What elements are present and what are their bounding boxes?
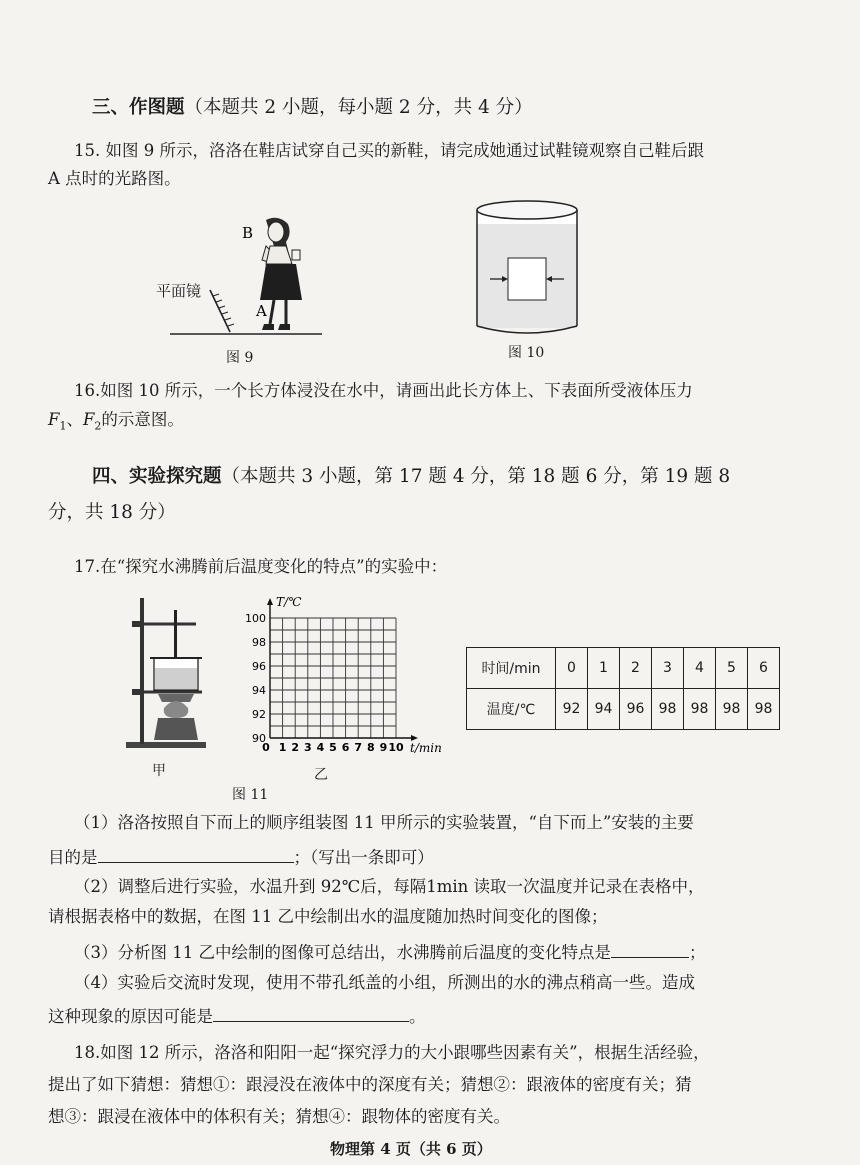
beaker-rim <box>477 201 577 219</box>
stand-rod <box>140 598 144 744</box>
time-cell: 6 <box>748 648 780 689</box>
beaker-water <box>155 668 197 689</box>
x-tick-label: 8 <box>366 741 375 754</box>
f1-symbol: F <box>48 410 60 429</box>
y-axis-arrow <box>267 598 273 605</box>
y-tick-label: 94 <box>252 684 266 697</box>
q17-part3-text: （3）分析图 11 乙中绘制的图像可总结出，水沸腾前后温度的变化特点是 <box>74 943 611 962</box>
q17-part4-prefix: 这种现象的原因可能是 <box>48 1007 213 1026</box>
q17-part2-line-2: 请根据表格中的数据，在图 11 乙中绘制出水的温度随加热时间变化的图像； <box>48 907 608 926</box>
figure-9-caption: 图 9 <box>226 350 254 366</box>
time-cell: 3 <box>652 648 684 689</box>
x-tick-label: 5 <box>329 741 337 754</box>
graph-label-yi: 乙 <box>314 767 328 783</box>
cuboid <box>508 258 546 300</box>
temperature-cell: 98 <box>652 689 684 730</box>
time-cell: 2 <box>620 648 652 689</box>
figure-10 <box>474 198 580 336</box>
point-a-label: A <box>256 302 267 320</box>
q17-part1-line-1: （1）洛洛按照自下而上的顺序组装图 11 甲所示的实验装置，“自下而上”安装的主要 <box>74 813 694 832</box>
temperature-cell: 98 <box>716 689 748 730</box>
temperature-cell: 96 <box>620 689 652 730</box>
q16-separator: 、 <box>66 410 83 429</box>
q15-line-2: A 点时的光路图。 <box>48 169 181 188</box>
flame <box>164 701 189 718</box>
q17-part2-line-1: （2）调整后进行实验，水温升到 92℃后，每隔1min 读取一次温度并记录在表格中， <box>74 877 705 896</box>
x-axis-label: t/min <box>410 741 442 755</box>
f2-symbol: F <box>82 410 95 429</box>
q16-line-1: 16.如图 10 所示，一个长方体浸没在水中，请画出此长方体上、下表面所受液体压力 <box>74 381 693 400</box>
mirror-label: 平面镜 <box>156 282 202 300</box>
answer-blank-1[interactable] <box>98 846 294 863</box>
x-tick-label: 10 <box>388 741 404 754</box>
time-cell: 4 <box>684 648 716 689</box>
figure-11-caption: 图 11 <box>232 787 269 803</box>
time-cell: 1 <box>588 648 620 689</box>
y-tick-label: 96 <box>252 660 266 673</box>
page-footer: 物理第 4 页（共 6 页） <box>330 1140 492 1158</box>
y-tick-label: 92 <box>252 708 266 721</box>
x-tick-label: 2 <box>291 741 300 754</box>
q18-line-3: 想③：跟浸在液体中的体积有关；猜想④：跟物体的密度有关。 <box>48 1107 510 1126</box>
x-tick-label: 3 <box>303 741 312 754</box>
section-4-note-line-1: （本题共 3 小题，第 17 题 4 分，第 18 题 6 分，第 19 题 8 <box>221 466 731 487</box>
figure-11-apparatus <box>124 592 210 752</box>
section-4-note-line-2: 分，共 18 分） <box>48 502 176 523</box>
q17-part1-line-2 <box>48 846 434 869</box>
asbestos-gauze <box>158 694 194 702</box>
y-tick-label: 98 <box>252 636 266 649</box>
y-axis-label: T/℃ <box>276 595 302 609</box>
q17-part3-suffix: ； <box>688 943 706 962</box>
temperature-table <box>466 647 780 730</box>
section-3-title: 三、作图题 <box>92 97 185 118</box>
q17-part4-suffix: 。 <box>409 1007 426 1026</box>
x-tick-label: 4 <box>316 741 325 754</box>
figure-11-graph <box>240 592 440 762</box>
alcohol-lamp <box>154 718 198 740</box>
temperature-cell: 98 <box>684 689 716 730</box>
apparatus-label-jia: 甲 <box>152 763 166 779</box>
x-tick-label: 0 <box>262 741 270 754</box>
section-3-heading <box>92 95 533 121</box>
q17-part4-line-1: （4）实验后交流时发现，使用不带孔纸盖的小组，所测出的水的沸点稍高一些。造成 <box>74 973 695 992</box>
q15-line-1: 15. 如图 9 所示，洛洛在鞋店试穿自己买的新鞋，请完成她通过试鞋镜观察自己鞋后跟 <box>74 141 704 160</box>
x-tick-label: 9 <box>379 741 388 754</box>
table-row-header-time: 时间/min <box>467 648 556 689</box>
q18-line-1: 18.如图 12 所示，洛洛和阳阳一起“探究浮力的大小跟哪些因素有关”，根据生活经验， <box>74 1043 710 1062</box>
table-row-time <box>467 648 780 689</box>
q17-part1-suffix: ；（写出一条即可） <box>293 848 434 867</box>
table-row-temperature <box>467 689 780 730</box>
section-4-heading <box>92 464 730 490</box>
q16-line-2 <box>48 409 184 437</box>
temperature-cell: 94 <box>588 689 620 730</box>
y-tick-label: 90 <box>252 732 266 745</box>
plane-mirror <box>210 290 234 332</box>
q17-part3-line-1 <box>74 941 705 964</box>
f2-subscript: 2 <box>94 419 102 433</box>
table-row-header-temperature: 温度/℃ <box>467 689 556 730</box>
time-cell: 0 <box>556 648 588 689</box>
q16-tail: 的示意图。 <box>101 410 184 429</box>
f1-subscript: 1 <box>59 419 67 433</box>
x-tick-label: 1 <box>278 741 287 754</box>
q17-part4-line-2 <box>48 1005 426 1028</box>
stand-base <box>126 742 206 748</box>
figure-9 <box>150 212 330 342</box>
answer-blank-3[interactable] <box>611 941 689 958</box>
answer-blank-4[interactable] <box>213 1005 409 1022</box>
y-tick-label: 100 <box>245 612 266 625</box>
q17-part1-prefix: 目的是 <box>48 848 98 867</box>
section-3-note: （本题共 2 小题，每小题 2 分，共 4 分） <box>184 97 533 118</box>
section-4-title: 四、实验探究题 <box>92 466 222 487</box>
section-4-heading-cont <box>48 500 176 526</box>
q17-intro: 17.在“探究水沸腾前后温度变化的特点”的实验中： <box>74 557 448 576</box>
time-cell: 5 <box>716 648 748 689</box>
point-b-label: B <box>242 224 254 242</box>
x-tick-label: 7 <box>354 741 363 754</box>
figure-10-caption: 图 10 <box>508 345 545 361</box>
x-tick-label: 6 <box>341 741 350 754</box>
q18-line-2: 提出了如下猜想：猜想①：跟浸没在液体中的深度有关；猜想②：跟液体的密度有关；猜 <box>48 1075 692 1094</box>
temperature-cell: 98 <box>748 689 780 730</box>
temperature-cell: 92 <box>556 689 588 730</box>
